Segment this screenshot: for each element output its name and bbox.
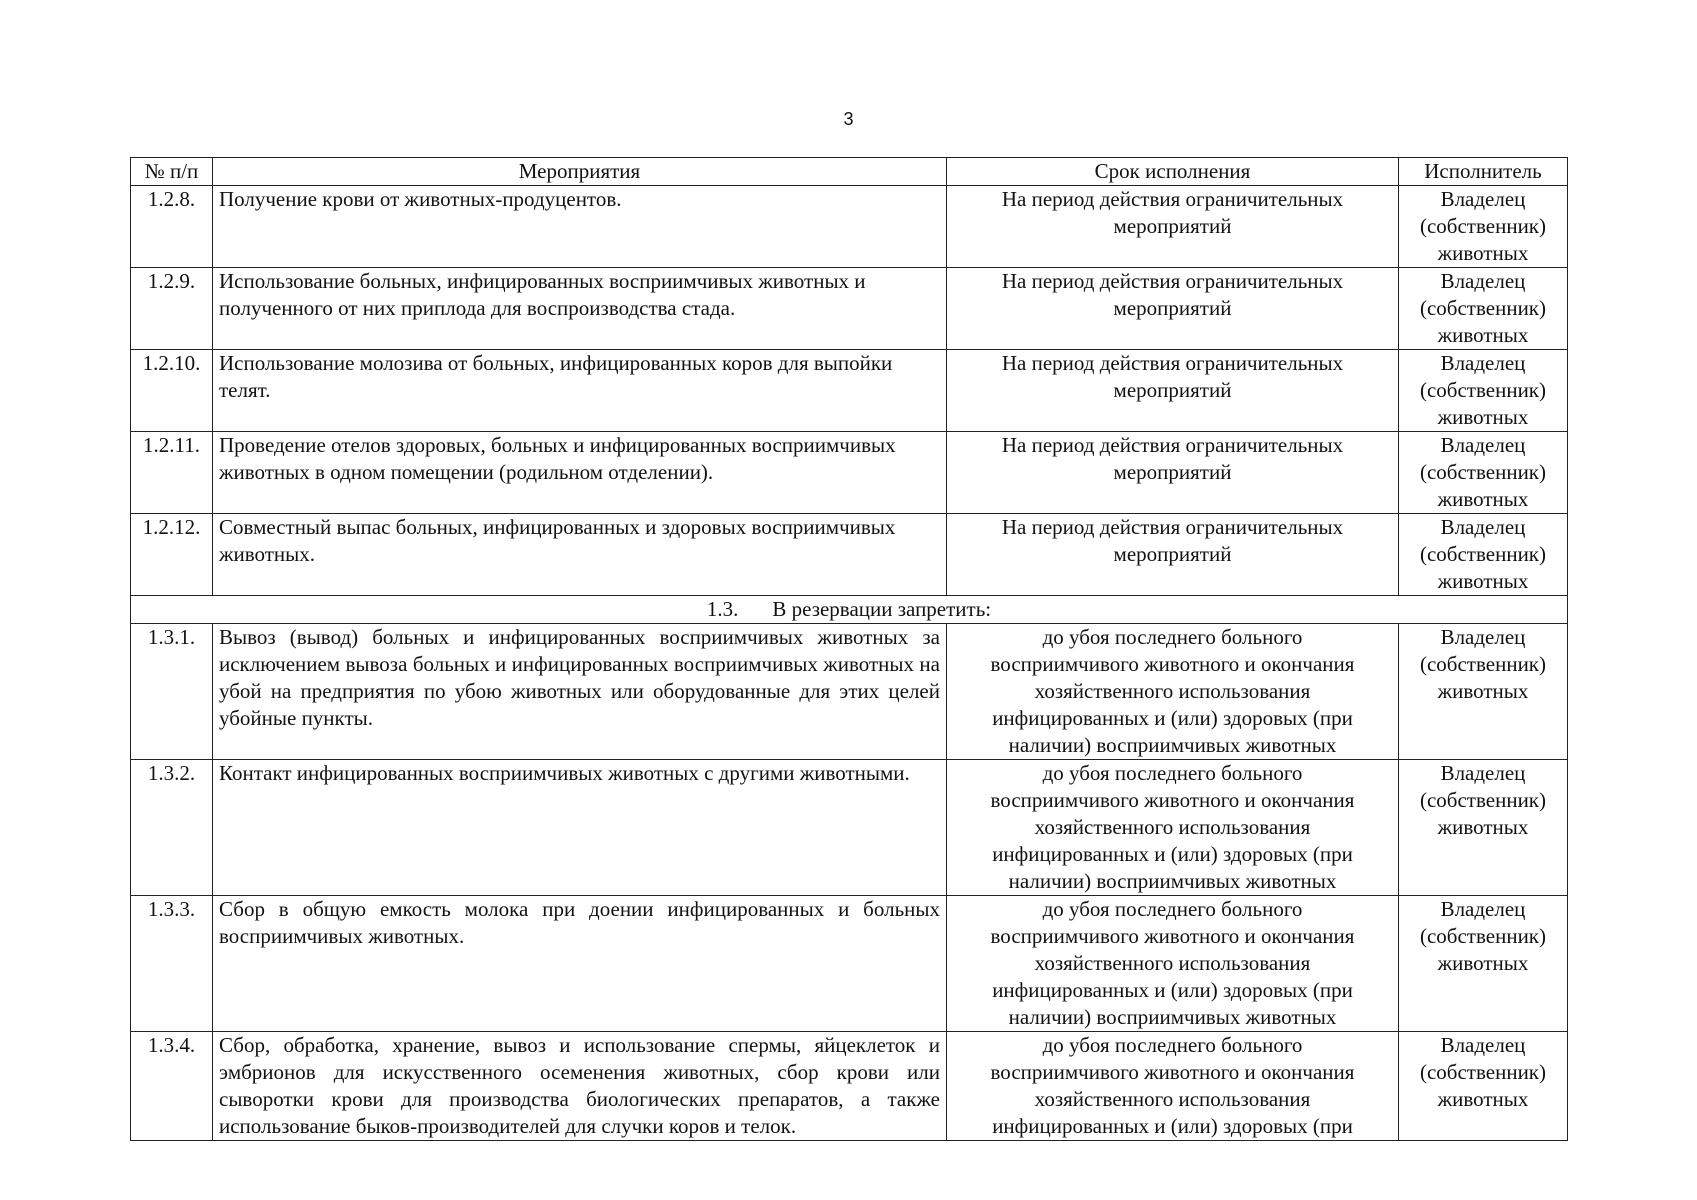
term-line: до убоя последнего больного — [1042, 1033, 1303, 1057]
row-term — [947, 1032, 1399, 1141]
executor-line: Владелец — [1440, 1033, 1526, 1057]
row-executor — [1399, 350, 1568, 432]
executor-line: животных — [1437, 815, 1529, 839]
header-activity: Мероприятия — [213, 158, 947, 186]
executor-line: животных — [1437, 951, 1529, 975]
term-line: На период действия ограничительных — [1001, 269, 1344, 293]
measures-table — [130, 157, 1568, 1141]
executor-line: (собственник) — [1419, 378, 1547, 402]
executor-line: (собственник) — [1419, 460, 1547, 484]
executor-line: животных — [1437, 241, 1529, 265]
row-number: 1.3.2. — [131, 760, 213, 896]
term-line: восприимчивого животного и окончания — [990, 1060, 1355, 1084]
executor-line: (собственник) — [1419, 652, 1547, 676]
term-line: На период действия ограничительных — [1001, 515, 1344, 539]
row-executor — [1399, 624, 1568, 760]
executor-line: животных — [1437, 323, 1529, 347]
term-line: инфицированных и (или) здоровых (при — [992, 1114, 1353, 1138]
term-line: инфицированных и (или) здоровых (при — [992, 706, 1353, 730]
term-line: восприимчивого животного и окончания — [990, 788, 1355, 812]
row-activity: Использование больных, инфицированных восприимчивых животных и полученного от них приплода для воспроизводства стада. — [213, 268, 947, 350]
executor-line: животных — [1437, 1087, 1529, 1111]
row-activity: Вывоз (вывод) больных и инфицированных восприимчивых животных за исключением вывоза больных и инфицированных восприимчивых животных на убой на предприятия по убою животных или оборудованные для этих целей убойные пункты. — [213, 624, 947, 760]
row-number: 1.2.8. — [131, 186, 213, 268]
term-line: На период действия ограничительных — [1001, 187, 1344, 211]
term-line: мероприятий — [1113, 460, 1232, 484]
header-executor: Исполнитель — [1399, 158, 1568, 186]
executor-line: Владелец — [1440, 515, 1526, 539]
term-line: хозяйственного использования — [1034, 1087, 1311, 1111]
table-row — [131, 432, 1568, 514]
row-number: 1.2.9. — [131, 268, 213, 350]
row-number: 1.3.1. — [131, 624, 213, 760]
row-activity: Получение крови от животных-продуцентов. — [213, 186, 947, 268]
executor-line: животных — [1437, 405, 1529, 429]
table-row — [131, 186, 1568, 268]
row-activity: Сбор в общую емкость молока при доении инфицированных и больных восприимчивых животных. — [213, 896, 947, 1032]
executor-line: (собственник) — [1419, 214, 1547, 238]
row-number: 1.3.4. — [131, 1032, 213, 1141]
term-line: На период действия ограничительных — [1001, 351, 1344, 375]
executor-line: Владелец — [1440, 625, 1526, 649]
term-line: хозяйственного использования — [1034, 679, 1311, 703]
term-line: мероприятий — [1113, 296, 1232, 320]
term-line: инфицированных и (или) здоровых (при — [992, 842, 1353, 866]
section-row — [131, 596, 1568, 624]
page-number: 3 — [843, 109, 854, 129]
executor-line: (собственник) — [1419, 1060, 1547, 1084]
table-row — [131, 268, 1568, 350]
section-number: 1.3. — [706, 597, 739, 621]
term-line: восприимчивого животного и окончания — [990, 924, 1355, 948]
row-activity: Использование молозива от больных, инфицированных коров для выпойки телят. — [213, 350, 947, 432]
header-num: № п/п — [131, 158, 213, 186]
row-executor — [1399, 514, 1568, 596]
executor-line: (собственник) — [1419, 542, 1547, 566]
executor-line: Владелец — [1440, 897, 1526, 921]
row-term — [947, 268, 1399, 350]
executor-line: (собственник) — [1419, 296, 1547, 320]
row-number: 1.2.10. — [131, 350, 213, 432]
term-line: до убоя последнего больного — [1042, 897, 1303, 921]
executor-line: Владелец — [1440, 761, 1526, 785]
executor-line: (собственник) — [1419, 788, 1547, 812]
row-number: 1.2.12. — [131, 514, 213, 596]
row-number: 1.3.3. — [131, 896, 213, 1032]
row-number: 1.2.11. — [131, 432, 213, 514]
executor-line: животных — [1437, 487, 1529, 511]
header-term: Срок исполнения — [947, 158, 1399, 186]
row-activity: Проведение отелов здоровых, больных и инфицированных восприимчивых животных в одном помещении (родильном отделении). — [213, 432, 947, 514]
table-row — [131, 760, 1568, 896]
term-line: наличии) восприимчивых животных — [1008, 733, 1337, 757]
row-activity: Контакт инфицированных восприимчивых животных с другими животными. — [213, 760, 947, 896]
table-row — [131, 350, 1568, 432]
executor-line: Владелец — [1440, 351, 1526, 375]
table-row — [131, 1032, 1568, 1141]
term-line: На период действия ограничительных — [1001, 433, 1344, 457]
row-activity: Совместный выпас больных, инфицированных и здоровых восприимчивых животных. — [213, 514, 947, 596]
term-line: инфицированных и (или) здоровых (при — [992, 978, 1353, 1002]
term-line: восприимчивого животного и окончания — [990, 652, 1355, 676]
term-line: наличии) восприимчивых животных — [1008, 869, 1337, 893]
executor-line: Владелец — [1440, 187, 1526, 211]
term-line: мероприятий — [1113, 378, 1232, 402]
term-line: хозяйственного использования — [1034, 951, 1311, 975]
term-line: наличии) восприимчивых животных — [1008, 1005, 1337, 1029]
executor-line: животных — [1437, 569, 1529, 593]
row-executor — [1399, 432, 1568, 514]
row-term — [947, 350, 1399, 432]
row-term — [947, 186, 1399, 268]
section-title: В резервации запретить: — [772, 597, 992, 621]
section-heading — [131, 596, 1568, 624]
row-activity: Сбор, обработка, хранение, вывоз и использование спермы, яйцеклеток и эмбрионов для искусственного осеменения животных, сбор крови или сыворотки крови для производства биологических препаратов, а также использование быков-производителей для случки коров и телок. — [213, 1032, 947, 1141]
term-line: мероприятий — [1113, 542, 1232, 566]
row-executor — [1399, 760, 1568, 896]
executor-line: Владелец — [1440, 433, 1526, 457]
table-row — [131, 896, 1568, 1032]
row-term — [947, 896, 1399, 1032]
row-executor — [1399, 186, 1568, 268]
term-line: хозяйственного использования — [1034, 815, 1311, 839]
row-term — [947, 624, 1399, 760]
table-header — [131, 158, 1568, 186]
term-line: до убоя последнего больного — [1042, 625, 1303, 649]
table-row — [131, 514, 1568, 596]
row-term — [947, 432, 1399, 514]
row-term — [947, 514, 1399, 596]
row-term — [947, 760, 1399, 896]
executor-line: животных — [1437, 679, 1529, 703]
row-executor — [1399, 896, 1568, 1032]
executor-line: Владелец — [1440, 269, 1526, 293]
term-line: до убоя последнего больного — [1042, 761, 1303, 785]
row-executor — [1399, 268, 1568, 350]
executor-line: (собственник) — [1419, 924, 1547, 948]
row-executor — [1399, 1032, 1568, 1141]
table-body — [131, 186, 1568, 1141]
term-line: мероприятий — [1113, 214, 1232, 238]
table-row — [131, 624, 1568, 760]
